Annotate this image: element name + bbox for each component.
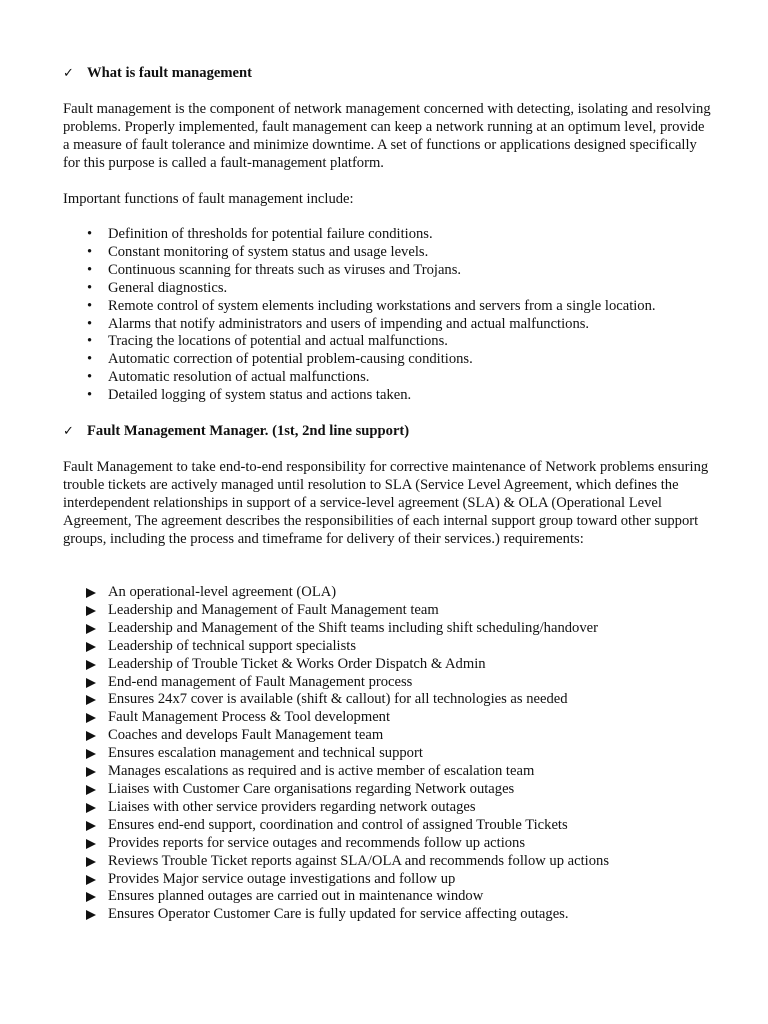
section-heading-text: What is fault management (87, 65, 252, 81)
list-item: Ensures end-end support, coordination and control of assigned Trouble Tickets (85, 817, 609, 835)
list-item: • Constant monitoring of system status and usage levels. (85, 244, 656, 262)
section-heading-text: Fault Management Manager. (1st, 2nd line support) (87, 423, 410, 439)
list-item: Reviews Trouble Ticket reports against SLA/OLA and recommends follow up actions (85, 853, 609, 871)
list-item: Ensures planned outages are carried out in maintenance window (85, 888, 609, 906)
list-item: Liaises with other service providers regarding network outages (85, 799, 609, 817)
list-item: Coaches and develops Fault Management team (85, 727, 609, 745)
checkmark-icon: ✓ (63, 66, 74, 81)
list-item: Liaises with Customer Care organisations regarding Network outages (85, 781, 609, 799)
list-item: • Continuous scanning for threats such as viruses and Trojans. (85, 262, 656, 280)
intro-paragraph: Fault management is the component of network management concerned with detecting, isolating and resolving problems. Properly implemented, fault management can keep a network running at an optimum level, provide a measure of fault tolerance and minimize downtime. A set of functions or applications designed specifically for this purpose is called a fault-management platform. (63, 101, 711, 171)
list-item: An operational-level agreement (OLA) (85, 584, 609, 602)
checkmark-icon: ✓ (63, 424, 74, 439)
list-item: Provides reports for service outages and recommends follow up actions (85, 835, 609, 853)
list-item: • Detailed logging of system status and actions taken. (85, 387, 656, 405)
list-item: Ensures 24x7 cover is available (shift & callout) for all technologies as needed (85, 691, 609, 709)
list-item: Ensures Operator Customer Care is fully updated for service affecting outages. (85, 906, 609, 924)
list-item: Leadership and Management of the Shift teams including shift scheduling/handover (85, 620, 609, 638)
section-heading-fault-management-manager (63, 423, 409, 441)
list-item: Leadership and Management of Fault Management team (85, 602, 609, 620)
functions-intro: Important functions of fault management include: (63, 191, 354, 207)
list-item: • Automatic correction of potential problem-causing conditions. (85, 351, 656, 369)
list-item: • Tracing the locations of potential and actual malfunctions. (85, 333, 656, 351)
list-item: Provides Major service outage investigations and follow up (85, 871, 609, 889)
requirements-list (85, 584, 609, 924)
list-item: Ensures escalation management and technical support (85, 745, 609, 763)
list-item: • General diagnostics. (85, 280, 656, 298)
list-item: • Remote control of system elements including workstations and servers from a single location. (85, 298, 656, 316)
manager-intro-paragraph: Fault Management to take end-to-end responsibility for corrective maintenance of Network problems ensuring trouble tickets are actively managed until resolution to SLA (Service Level Agreement, which defines the interdependent relationships in support of a service-level agreement (SLA) & OLA (Operational Level Agreement, The agreement describes the responsibilities of each internal support group toward other support groups, including the process and timeframe for delivery of their services.) requirements: (63, 459, 709, 547)
list-item: • Automatic resolution of actual malfunctions. (85, 369, 656, 387)
functions-list (85, 226, 656, 405)
section-heading-fault-management (63, 65, 252, 83)
list-item: • Definition of thresholds for potential failure conditions. (85, 226, 656, 244)
list-item: Leadership of Trouble Ticket & Works Order Dispatch & Admin (85, 656, 609, 674)
list-item: Leadership of technical support specialists (85, 638, 609, 656)
list-item: • Alarms that notify administrators and users of impending and actual malfunctions. (85, 316, 656, 334)
list-item: Fault Management Process & Tool development (85, 709, 609, 727)
list-item: Manages escalations as required and is active member of escalation team (85, 763, 609, 781)
list-item: End-end management of Fault Management process (85, 674, 609, 692)
